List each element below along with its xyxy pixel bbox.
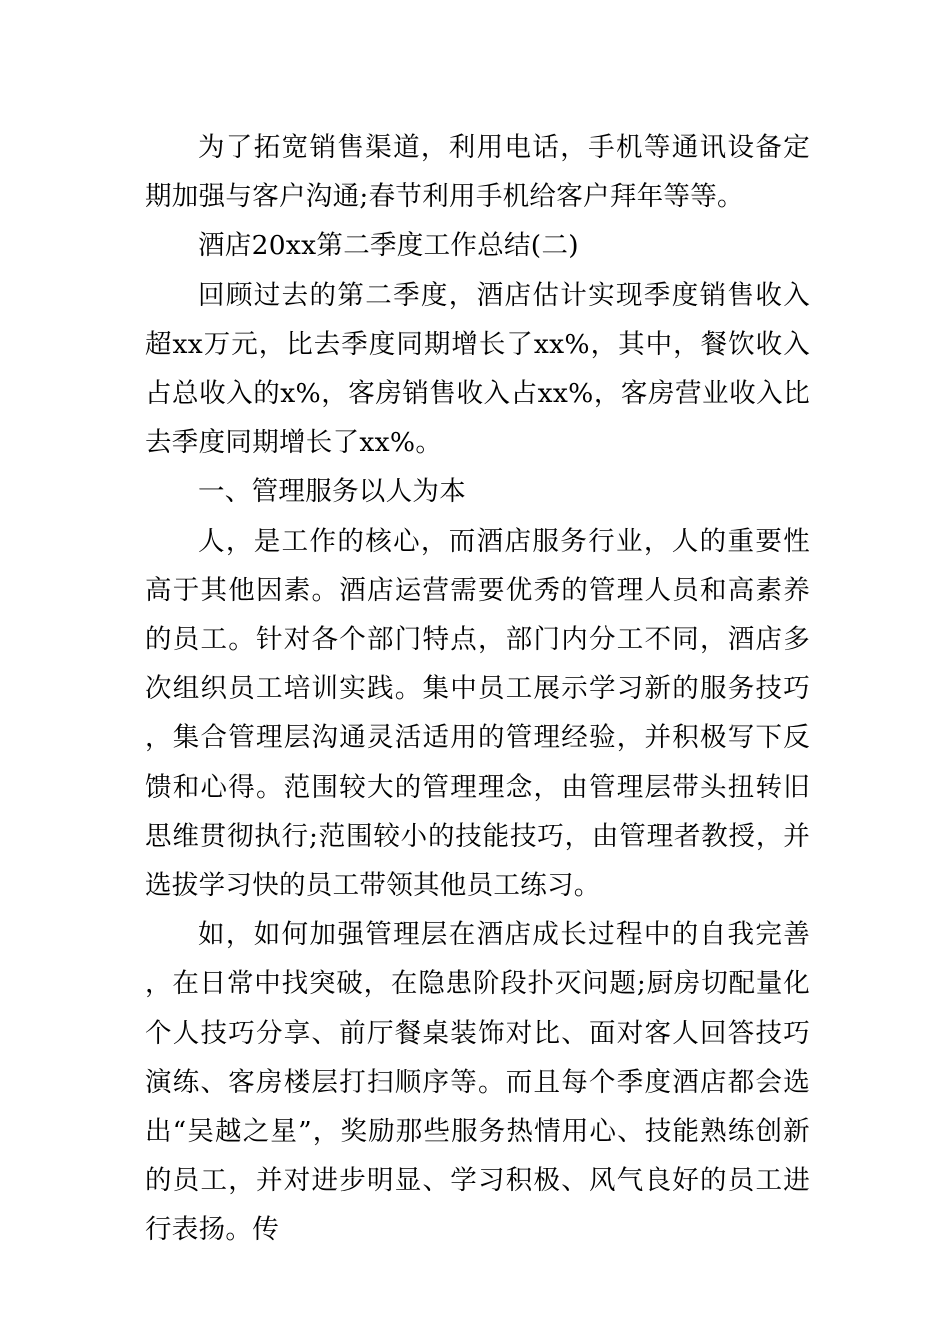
paragraph-examples: 如，如何加强管理层在酒店成长过程中的自我完善，在日常中找突破，在隐患阶段扑灭问题;厨房切配量化个人技巧分享、前厅餐桌装饰对比、面对客人回答技巧演练、客房楼层打扫顺序等。而且每个季度酒店都会选出“吴越之星”，奖励那些服务热情用心、技能熟练创新的员工，并对进步明显、学习积极、风气良好的员工进行表扬。传 <box>145 919 810 1246</box>
paragraph-people-core: 人，是工作的核心，而酒店服务行业，人的重要性高于其他因素。酒店运营需要优秀的管理人员和高素养的员工。针对各个部门特点，部门内分工不同，酒店多次组织员工培训实践。集中员工展示学习新的服务技巧，集合管理层沟通灵活适用的管理经验，并积极写下反馈和心得。范围较大的管理理念，由管理层带头扭转旧思维贯彻执行;范围较小的技能技巧，由管理者教授，并选拔学习快的员工带领其他员工练习。 <box>145 525 810 902</box>
section-title: 酒店20xx第二季度工作总结(二) <box>198 230 579 262</box>
subsection-heading: 一、管理服务以人为本 <box>198 476 466 508</box>
document-page <box>145 123 810 1255</box>
paragraph-sales-channels: 为了拓宽销售渠道，利用电话，手机等通讯设备定期加强与客户沟通;春节利用手机给客户拜年等等。 <box>145 132 810 213</box>
paragraph-review: 回顾过去的第二季度，酒店估计实现季度销售收入超xx万元，比去季度同期增长了xx%，其中，餐饮收入占总收入的x%，客房销售收入占xx%，客房营业收入比去季度同期增长了xx%。 <box>145 279 810 459</box>
